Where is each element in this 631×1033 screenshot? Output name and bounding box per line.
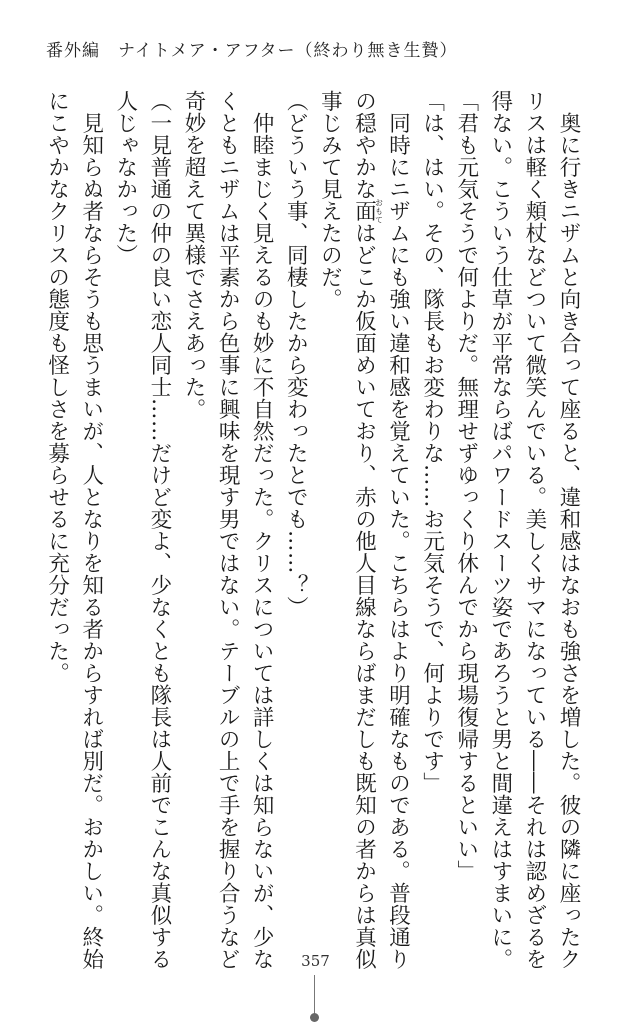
paragraph-2: 「君も元気そうで何よりだ。無理せずゆっくり休んでから現場復帰するといい」 <box>453 90 479 882</box>
footer-ornament-dot <box>310 1013 319 1022</box>
paragraph-4-part-2: はどこか仮面めいており、赤の他人目線ならばまだしも既知の者からは真似事じみて見えたのだ。 <box>317 90 377 970</box>
paragraph-5: （どういう事、同棲したから変わったとでも……？） <box>283 90 309 618</box>
footer-ornament-line <box>314 975 315 1015</box>
paragraph-4-part-1: 同時にニザムにも強い違和感を覚えていた。こちらはより明確なものである。普段通りの穏やかな <box>351 90 411 970</box>
ruby-annotation <box>351 198 384 224</box>
paragraph-1: 奥に行きニザムと向き合って座ると、違和感はなおも強さを増した。彼の隣に座ったクリスは軽く頬杖などついて微笑んでいる。美しくサマになっている――それは認めざるを得ない。こういう仕草が平常ならばパワードスーツ姿であろうと男と間違えはすまいに。 <box>487 90 581 970</box>
paragraph-8: 見知らぬ者ならそうも思うまいが、人となりを知る者からすれば別だ。おかしい。終始にこやかなクリスの態度も怪しさを募らせるに充分だった。 <box>44 90 104 970</box>
paragraph-7: （一見普通の仲の良い恋人同士……だけど変よ、少なくとも隊長は人前でこんな真似する人じゃなかった） <box>112 90 172 970</box>
page-number: 357 <box>301 952 330 970</box>
paragraph-6: 仲睦まじく見えるのも妙に不自然だった。クリスについては詳しくは知らないが、少なくともニザムは平素から色事に興味を現す男ではない。テーブルの上で手を握り合うなど奇妙を超えて異様でさえあった。 <box>180 90 275 970</box>
paragraph-4 <box>312 90 414 970</box>
paragraph-3: 「は、はい。その、隊長もお変わりな……お元気そうで、何よりです」 <box>419 90 445 794</box>
ruby-reading: おもて <box>374 198 384 224</box>
body-text <box>40 90 585 970</box>
ruby-base: 面 <box>351 198 377 224</box>
running-head: 番外編 ナイトメア・アフター（終わり無き生贄） <box>46 41 458 61</box>
